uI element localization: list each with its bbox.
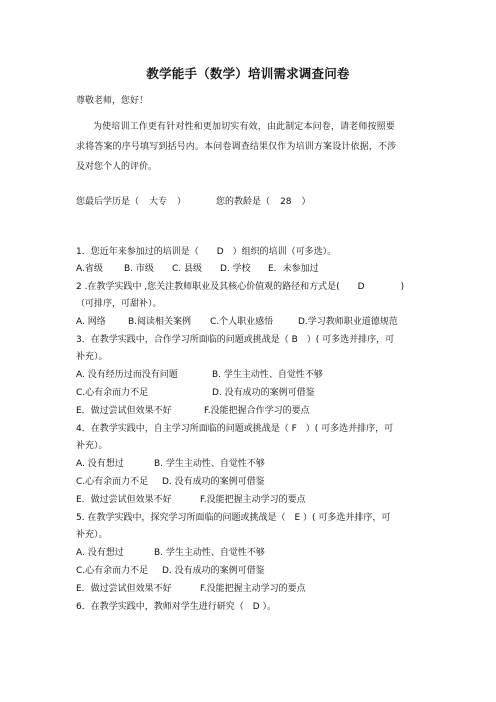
option: D. 没有成功的案例可借鉴: [212, 388, 315, 398]
option: A. 没有想过: [76, 548, 124, 558]
question-2-text-cont: （可排序，可甜补）。: [76, 299, 162, 309]
profile-line: [76, 196, 428, 209]
teaching-age-close: ）: [301, 197, 311, 207]
option: A. 网络: [76, 317, 106, 327]
option: F.没能把握主动学习的要点: [200, 495, 306, 505]
question-4-options-row-2: [76, 476, 428, 489]
option: E．未参加过: [268, 264, 319, 274]
option: C.心有余而力不足: [76, 477, 149, 487]
question-3-text-cont: 补充）。: [76, 352, 108, 362]
question-1-text: 1．您近年来参加过的培训是（ D ）组织的培训（可多选）。: [76, 247, 337, 257]
greeting: 尊敬老师，您好！: [76, 96, 149, 106]
question-4-text: 4．在教学实践中，自主学习所面临的问题或挑战是（ F ）( 可多选并排序，可: [76, 424, 394, 434]
question-5-options-row-3: [76, 583, 428, 596]
intro-line-1: 为使培训工作更有针对性和更加切实有效，由此制定本问卷，请老师按照要: [93, 122, 395, 132]
question-1-options: [76, 263, 428, 276]
question-3-options-row-1: [76, 369, 428, 382]
option: C.个人职业感悟: [210, 317, 274, 327]
option: A. 没有经历过而没有问题: [76, 370, 178, 380]
option: C. 县级: [172, 264, 203, 274]
option: D. 学校: [220, 264, 251, 274]
intro-line-3: 及对您个人的评价。: [76, 162, 158, 172]
intro-line-2: 求将答案的序号填写到括号内。本问卷调查结果仅作为培训方案设计依据，不涉: [76, 142, 397, 152]
question-4-options-row-3: [76, 494, 428, 507]
question-4-options-row-1: [76, 458, 428, 471]
option: F.没能把握合作学习的要点: [204, 406, 310, 416]
option: F.没能把握主动学习的要点: [200, 584, 306, 594]
question-3-options-row-2: [76, 387, 428, 400]
education-label: 您最后学历是（: [76, 197, 140, 207]
question-5-text-cont: 补充）。: [76, 530, 108, 540]
question-4-text-cont: 补充）。: [76, 441, 108, 451]
option: A. 没有想过: [76, 459, 124, 469]
option: B. 学生主动性、自觉性不够: [154, 459, 265, 469]
question-5-options-row-1: [76, 547, 428, 560]
option: D. 没有成功的案例可借鉴: [162, 566, 265, 576]
question-2-text: 2 .在教学实践中 ,您关注教师职业及其核心价值观的路径和方式是( D ): [76, 282, 405, 292]
education-value: 大专: [149, 197, 168, 207]
option: C.心有余而力不足: [76, 566, 149, 576]
option: B. 市级: [124, 264, 154, 274]
document-title: 教学能手（数学）培训需求调查问卷: [146, 66, 350, 81]
option: E．做过尝试但效果不好: [76, 495, 172, 505]
option: B. 学生主动性、自觉性不够: [212, 370, 323, 380]
option: C.心有余而力不足: [76, 388, 149, 398]
question-3-options-row-3: [76, 405, 428, 418]
option: D.学习教师职业道德规范: [298, 317, 398, 327]
question-5-options-row-2: [76, 565, 428, 578]
question-2-options: [76, 316, 428, 329]
education-close: ）: [177, 197, 187, 207]
teaching-age-value: 28: [280, 197, 292, 207]
option: E．做过尝试但效果不好: [76, 584, 172, 594]
option: E．做过尝试但效果不好: [76, 406, 172, 416]
option: B. 学生主动性、自觉性不够: [154, 548, 265, 558]
option: D. 没有成功的案例可借鉴: [162, 477, 265, 487]
option: B.阅读相关案例: [128, 317, 192, 327]
teaching-age-label: 您的教龄是（: [216, 197, 271, 207]
option: A.省级: [76, 264, 103, 274]
question-5-text: 5. 在教学实践中，探究学习所面临的问题或挑战是（ E ）( 可多选并排序，可: [76, 513, 391, 523]
question-3-text: 3．在教学实践中，合作学习所面临的问题或挑战是（ B ）( 可多选并排序，可: [76, 335, 395, 345]
question-6-text: 6．在教学实践中，教师对学生进行研究（ D ）。: [76, 602, 277, 612]
